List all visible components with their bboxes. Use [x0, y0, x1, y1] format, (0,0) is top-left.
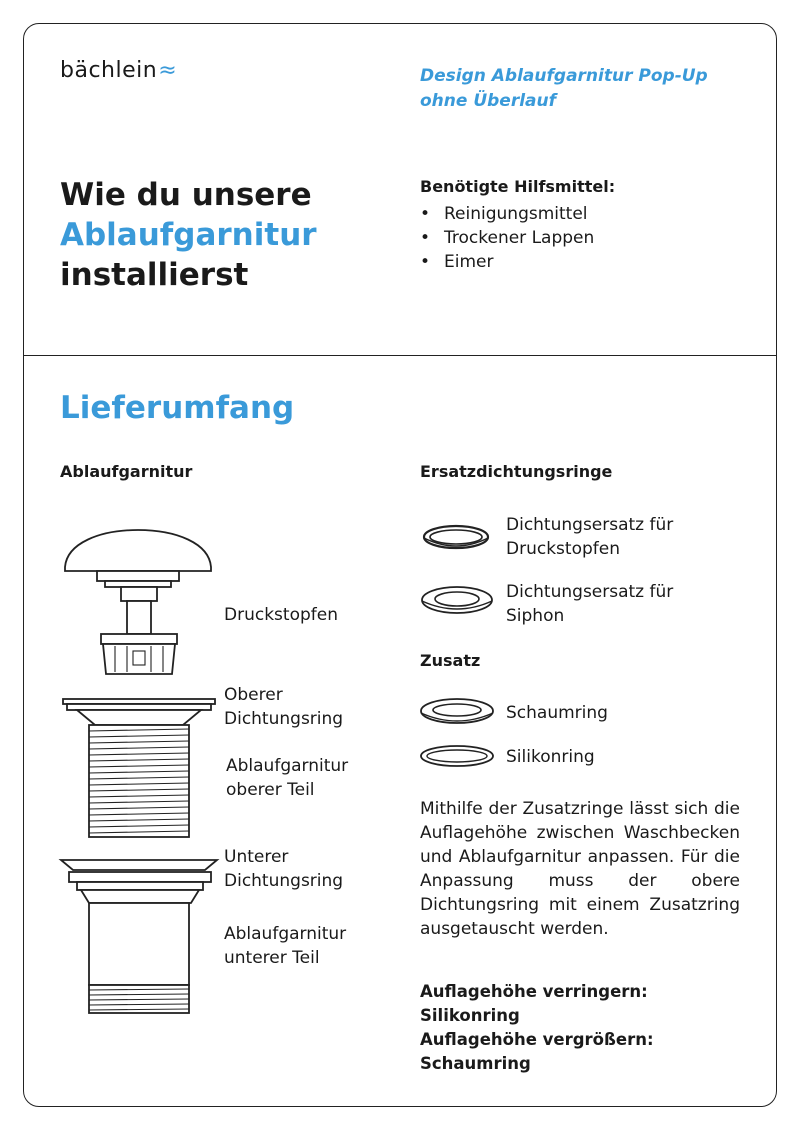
headline-line-2: Ablaufgarnitur — [60, 217, 317, 253]
scope-title: Lieferumfang — [60, 390, 295, 426]
part-label-lower-part: Ablaufgarnitur unterer Teil — [224, 924, 347, 968]
brand-logo — [60, 58, 177, 83]
tool-item: • Reinigungsmittel — [420, 202, 594, 226]
siphon-ring-icon — [420, 584, 500, 620]
note-increase-label: Auflagehöhe vergrößern: — [420, 1030, 654, 1049]
note-increase-value: Schaumring — [420, 1054, 531, 1073]
part-label-stopper: Druckstopfen — [224, 605, 338, 625]
tool-item: • Trockener Lappen — [420, 226, 594, 250]
note-decrease-value: Silikonring — [420, 1006, 520, 1025]
extra-item-silicone: Silikonring — [506, 747, 595, 767]
silicone-ring-icon — [418, 742, 500, 772]
extra-item-foam: Schaumring — [506, 703, 608, 723]
tools-title: Benötigte Hilfsmittel: — [420, 177, 616, 196]
part-label-upper-part: Ablaufgarnitur oberer Teil — [226, 756, 349, 800]
stopper-illustration — [65, 530, 211, 674]
headline-line-1: Wie du unsere — [60, 177, 312, 213]
spare-heading: Ersatzdichtungsringe — [420, 462, 613, 481]
lower-part-illustration — [61, 860, 217, 1013]
brand-name: bächlein — [60, 58, 158, 83]
height-notes — [420, 980, 750, 1076]
part-label-lower-gasket: Unterer Dichtungsring — [224, 847, 344, 891]
stopper-ring-icon — [420, 520, 500, 560]
foam-ring-icon — [418, 696, 500, 730]
tools-list — [420, 202, 594, 274]
extra-heading: Zusatz — [420, 651, 481, 670]
drain-assembly-illustration — [55, 525, 225, 1020]
adjustment-paragraph: Mithilfe der Zusatzringe lässt sich die Auflagehöhe zwischen Waschbecken und Ablaufgarnitur anpassen. Für die Anpassung muss der obere Dichtungsring mit einem Zusatzring ausgetauscht werden. — [420, 799, 740, 939]
brand-wave-icon: ≈ — [158, 58, 178, 83]
upper-part-illustration — [63, 699, 215, 837]
part-label-upper-gasket: Oberer Dichtungsring — [224, 685, 344, 729]
drain-heading: Ablaufgarnitur — [60, 462, 193, 481]
headline-line-3: installierst — [60, 257, 249, 293]
tool-item: • Eimer — [420, 250, 594, 274]
spare-item-siphon: Dichtungsersatz für Siphon — [506, 582, 674, 626]
section-divider — [24, 355, 777, 356]
page-headline — [60, 175, 390, 295]
spare-item-stopper: Dichtungsersatz für Druckstopfen — [506, 515, 674, 559]
note-decrease-label: Auflagehöhe verringern: — [420, 982, 648, 1001]
product-subtitle: Design Ablaufgarnitur Pop-Up ohne Überlauf — [420, 66, 708, 111]
